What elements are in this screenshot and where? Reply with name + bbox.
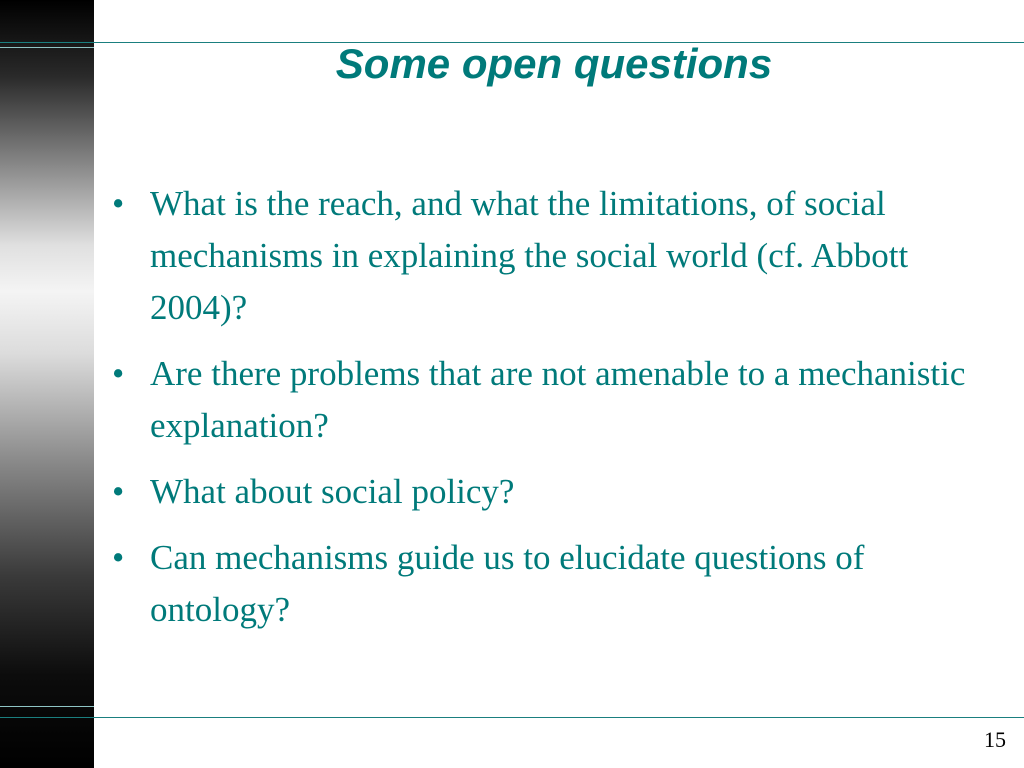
bullet-item: [112, 466, 1002, 518]
bullet-text: Are there problems that are not amenable to a mechanistic explanation?: [150, 354, 966, 445]
bottom-rule-accent: [0, 706, 94, 707]
bullet-item: [112, 178, 1002, 334]
bullet-icon: •: [112, 538, 125, 577]
top-rule-accent: [0, 47, 94, 48]
bullet-icon: •: [112, 184, 125, 223]
decorative-side-bar: [0, 0, 94, 768]
bullet-item: [112, 348, 1002, 452]
bullet-icon: •: [112, 472, 125, 511]
bullet-text: What is the reach, and what the limitations, of social mechanisms in explaining the social world (cf. Abbott 2004)?: [150, 184, 909, 327]
bullet-text: What about social policy?: [150, 472, 515, 511]
bullet-text: Can mechanisms guide us to elucidate questions of ontology?: [150, 538, 865, 629]
bullet-list: [112, 178, 1002, 650]
bottom-rule: [0, 717, 1024, 718]
page-number: 15: [984, 727, 1006, 752]
bullet-item: [112, 532, 1002, 636]
slide-title: Some open questions: [335, 40, 773, 87]
bullet-icon: •: [112, 354, 125, 393]
